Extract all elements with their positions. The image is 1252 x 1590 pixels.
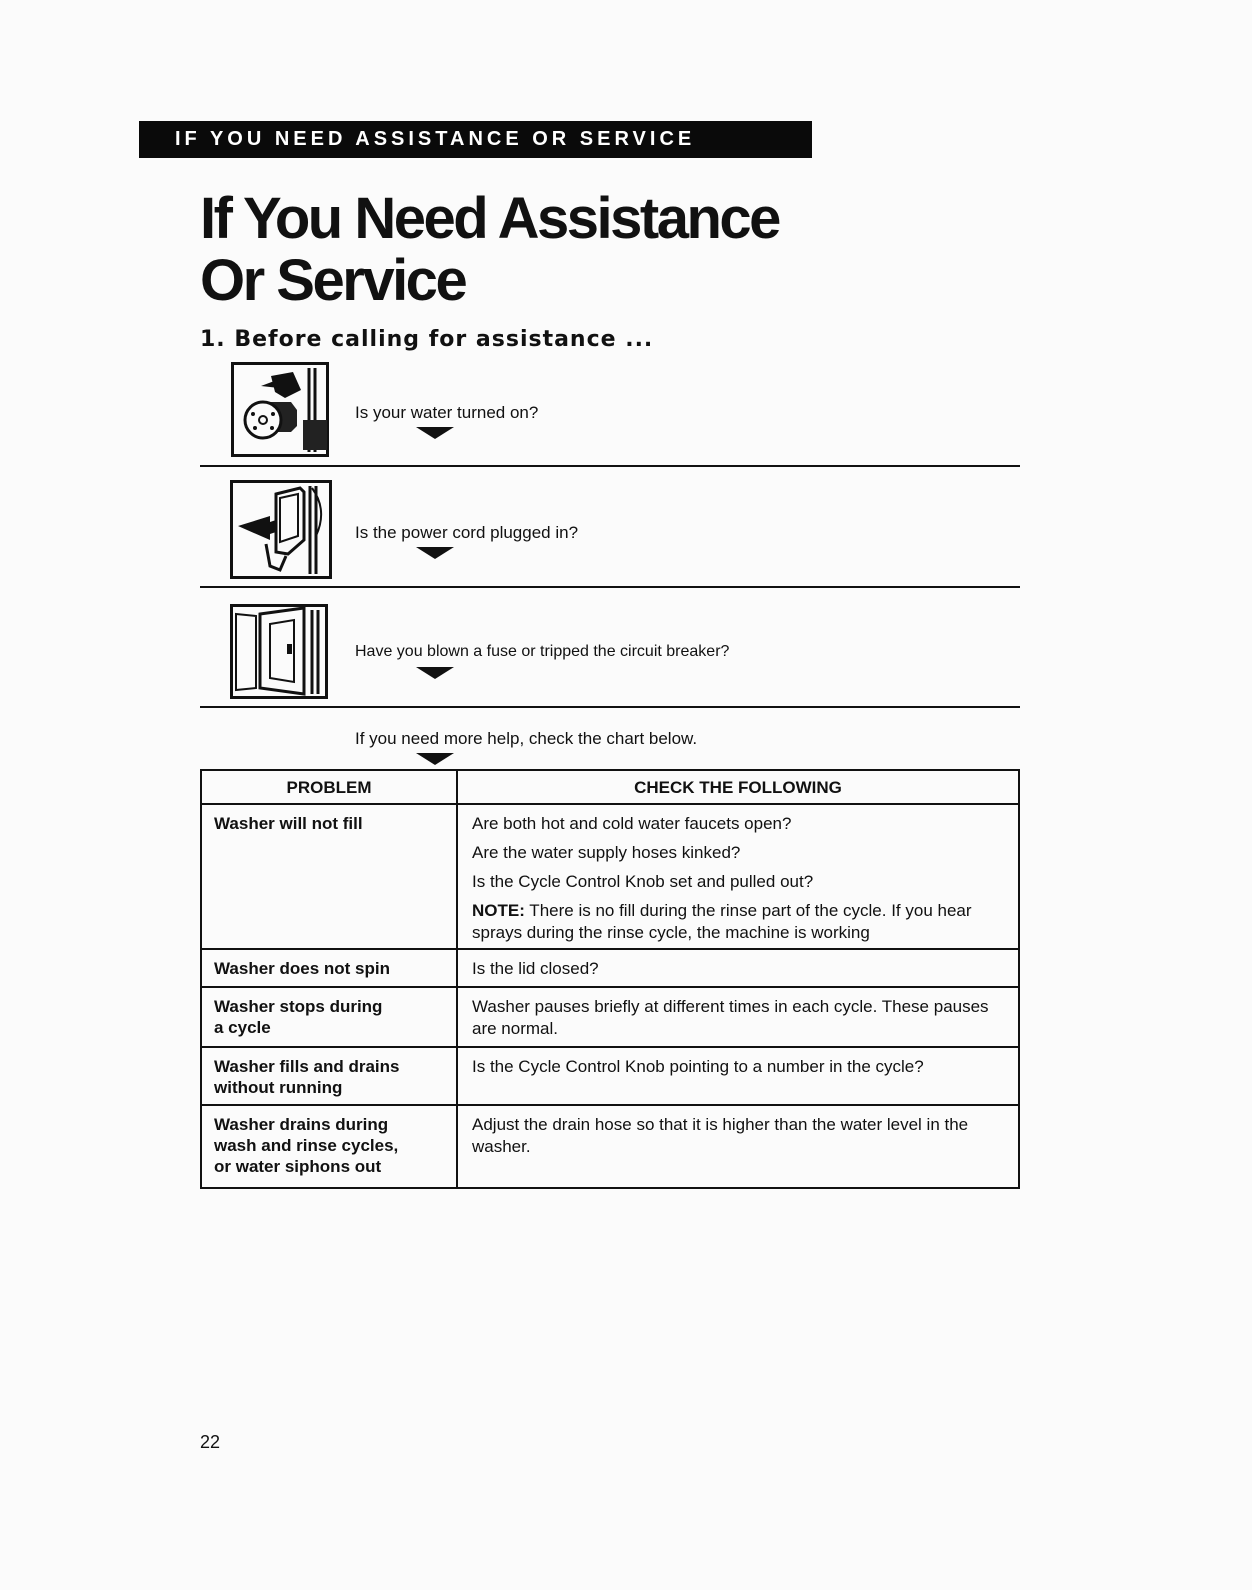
check-text: Are the water supply hoses kinked? [472, 843, 741, 862]
check-cell [457, 949, 1019, 987]
table-header-row [201, 770, 1019, 804]
problem-text: Washer fills and drains [214, 1057, 400, 1076]
note-label: NOTE: [472, 901, 525, 920]
divider [200, 706, 1020, 708]
table-row [201, 949, 1019, 987]
check-text: Washer pauses briefly at different times in each cycle. These pauses are normal. [472, 997, 989, 1038]
table-row [201, 1105, 1019, 1188]
check-cell [457, 1047, 1019, 1105]
divider [200, 465, 1020, 467]
table-row [201, 1047, 1019, 1105]
problem-text: Washer drains during [214, 1115, 389, 1134]
problem-cell [201, 1105, 457, 1188]
arrow-down-icon [416, 547, 454, 559]
arrow-down-icon [416, 427, 454, 439]
help-text: If you need more help, check the chart below. [355, 729, 698, 748]
check-cell [457, 987, 1019, 1047]
section-banner: IF YOU NEED ASSISTANCE OR SERVICE [139, 121, 812, 158]
table-row [201, 804, 1019, 949]
water-faucet-icon [231, 362, 329, 463]
problem-cell [201, 804, 457, 949]
page-title-line-1: If You Need Assistance [200, 186, 779, 251]
troubleshooting-table [200, 769, 1020, 1189]
problem-text: Washer does not spin [214, 959, 391, 978]
problem-cell [201, 1047, 457, 1105]
note-body: There is no fill during the rinse part of the cycle. If you hear sprays during the rinse cycle, the machine is working [472, 901, 972, 942]
problem-text: or water siphons out [214, 1157, 382, 1176]
page-title-line-2: Or Service [200, 248, 466, 313]
problem-text: a cycle [214, 1018, 271, 1037]
check-text: Is the lid closed? [472, 959, 599, 978]
problem-cell [201, 949, 457, 987]
check-text: Are both hot and cold water faucets open? [472, 814, 792, 833]
page-title [200, 188, 779, 312]
step-3-question: Have you blown a fuse or tripped the circuit breaker? [355, 643, 730, 660]
problem-text: wash and rinse cycles, [214, 1136, 399, 1155]
section-heading: 1. Before calling for assistance ... [200, 327, 654, 352]
step-1-question: Is your water turned on? [355, 403, 539, 422]
step-2-question: Is the power cord plugged in? [355, 523, 579, 542]
table-row [201, 987, 1019, 1047]
arrow-down-icon [416, 667, 454, 679]
problem-text: without running [214, 1078, 343, 1097]
breaker-box-icon [230, 604, 328, 705]
page-number: 22 [200, 1432, 221, 1452]
column-header-problem: PROBLEM [201, 770, 457, 804]
check-cell [457, 804, 1019, 949]
problem-text: Washer will not fill [214, 814, 363, 833]
check-cell [457, 1105, 1019, 1188]
column-header-check: CHECK THE FOLLOWING [457, 770, 1019, 804]
problem-text: Washer stops during [214, 997, 383, 1016]
check-text: Is the Cycle Control Knob set and pulled out? [472, 872, 814, 891]
problem-cell [201, 987, 457, 1047]
power-plug-icon [230, 480, 332, 585]
note-text [472, 900, 1004, 944]
divider [200, 586, 1020, 588]
check-text: Adjust the drain hose so that it is higher than the water level in the washer. [472, 1115, 969, 1156]
check-text: Is the Cycle Control Knob pointing to a number in the cycle? [472, 1057, 924, 1076]
arrow-down-icon [416, 753, 454, 765]
